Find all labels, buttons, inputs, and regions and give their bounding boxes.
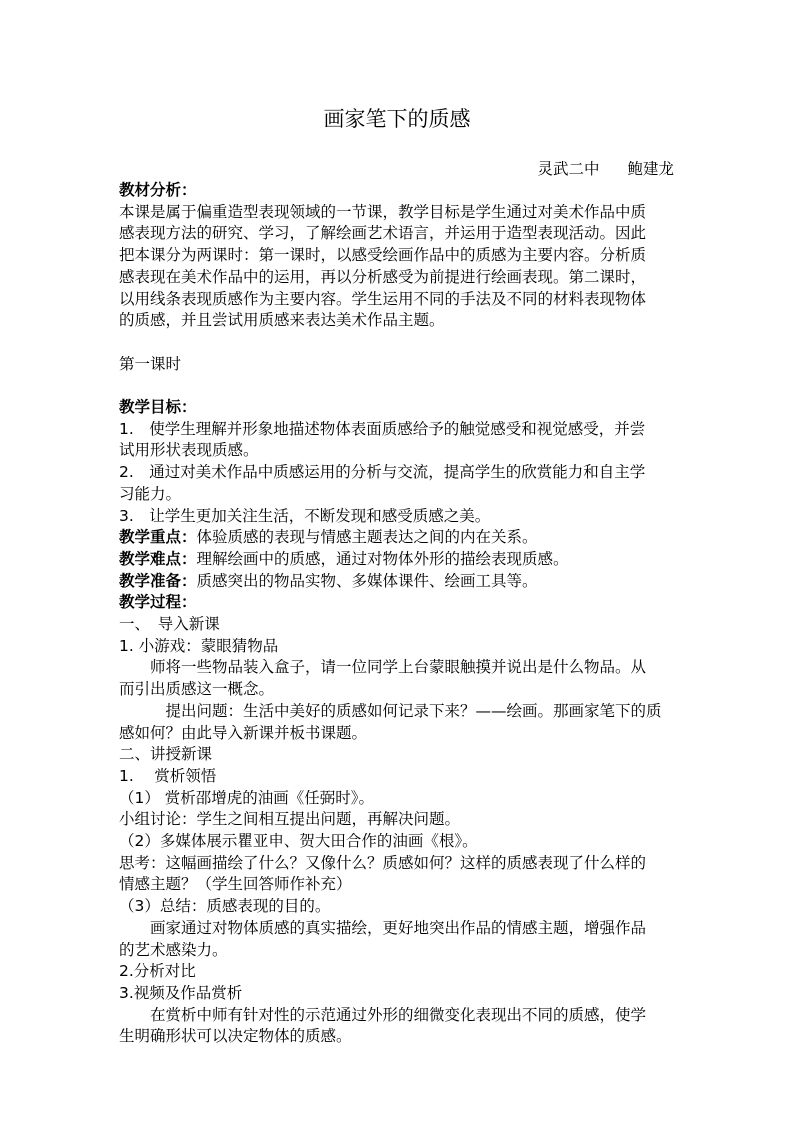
paragraph-line: 二、讲授新课 bbox=[119, 745, 213, 764]
paragraph-line: 2. 通过对美术作品中质感运用的分析与交流，提高学生的欣赏能力和自主学 bbox=[119, 463, 646, 482]
paragraph-line: 以用线条表现质感作为主要内容。学生运用不同的手法及不同的材料表现物体 bbox=[119, 289, 647, 308]
blank-line bbox=[119, 375, 676, 397]
paragraph-line: 感如何？由此导入新课并板书课题。 bbox=[119, 723, 368, 742]
paragraph-line: 在赏析中师有针对性的示范通过外形的细微变化表现出不同的质感，使学 bbox=[119, 1005, 647, 1024]
paragraph-line: 1. 使学生理解并形象地描述物体表面质感给予的触觉感受和视觉感受，并尝 bbox=[119, 419, 646, 438]
section-heading: 教材分析： bbox=[119, 181, 197, 199]
paragraph-line: 3.视频及作品赏析 bbox=[119, 983, 243, 1002]
paragraph-line: 思考：这幅画描绘了什么？又像什么？质感如何？这样的质感表现了什么样的 bbox=[119, 853, 647, 872]
paragraph-line: （3）总结：质感表现的目的。 bbox=[119, 897, 331, 916]
preparation-text: 质感突出的物品实物、多媒体课件、绘画工具等。 bbox=[196, 571, 538, 590]
paragraph-line: 的艺术感染力。 bbox=[119, 940, 228, 959]
section-heading: 教学目标： bbox=[119, 398, 197, 416]
paragraph-line: 的质感，并且尝试用质感来表达美术作品主题。 bbox=[119, 311, 445, 330]
difficulty-label: 教学难点： bbox=[119, 549, 197, 568]
document-body bbox=[119, 180, 676, 1048]
document-title: 画家笔下的质感 bbox=[323, 107, 471, 131]
paragraph-line: 师将一些物品装入盒子，请一位同学上台蒙眼触摸并说出是什么物品。从 bbox=[119, 658, 647, 677]
key-point-text: 体验质感的表现与情感主题表达之间的内在关系。 bbox=[196, 528, 538, 547]
paragraph-line: 感表现在美术作品中的运用，再以分析感受为前提进行绘画表现。第二课时， bbox=[119, 267, 647, 286]
blank-line bbox=[119, 332, 676, 354]
paragraph-line: 画家通过对物体质感的真实描绘，更好地突出作品的情感主题，增强作品 bbox=[119, 918, 647, 937]
paragraph-line: （2）多媒体展示瞿亚申、贺大田合作的油画《根》。 bbox=[119, 832, 478, 851]
paragraph-line: 一、 导入新课 bbox=[119, 615, 220, 634]
paragraph-line: 本课是属于偏重造型表现领域的一节课，教学目标是学生通过对美术作品中质 bbox=[119, 202, 647, 221]
paragraph-line: 提出问题：生活中美好的质感如何记录下来？——绘画。那画家笔下的质 bbox=[119, 701, 662, 720]
paragraph-line: 而引出质感这一概念。 bbox=[119, 680, 275, 699]
paragraph-line: 生明确形状可以决定物体的质感。 bbox=[119, 1027, 352, 1046]
paragraph-line: 感表现方法的研究、学习，了解绘画艺术语言，并运用于造型表现活动。因此 bbox=[119, 224, 647, 243]
paragraph-line: 3. 让学生更加关注生活，不断发现和感受质感之美。 bbox=[119, 506, 491, 525]
author-line bbox=[537, 158, 674, 180]
paragraph-line: 情感主题？（学生回答师作补充） bbox=[119, 875, 352, 894]
section-heading: 教学过程： bbox=[119, 593, 197, 612]
paragraph-line: 习能力。 bbox=[119, 484, 182, 503]
paragraph-line: （1） 赏析邵增虎的油画《任弼时》。 bbox=[119, 788, 375, 807]
author-name: 鲍建龙 bbox=[627, 160, 674, 178]
difficulty-text: 理解绘画中的质感，通过对物体外形的描绘表现质感。 bbox=[196, 549, 569, 568]
difficulty-line bbox=[119, 549, 676, 571]
paragraph-line: 试用形状表现质感。 bbox=[119, 441, 259, 460]
key-point-line bbox=[119, 527, 676, 549]
paragraph-line: 2.分析对比 bbox=[119, 962, 196, 981]
preparation-line bbox=[119, 571, 676, 593]
preparation-label: 教学准备： bbox=[119, 571, 197, 590]
paragraph-line: 把本课分为两课时：第一课时，以感受绘画作品中的质感为主要内容。分析质 bbox=[119, 246, 647, 265]
paragraph-line: 小组讨论：学生之间相互提出问题，再解决问题。 bbox=[119, 810, 461, 829]
author-school: 灵武二中 bbox=[537, 160, 600, 178]
paragraph-line: 1. 赏析领悟 bbox=[119, 766, 217, 785]
lesson-heading: 第一课时 bbox=[119, 354, 182, 373]
key-point-label: 教学重点： bbox=[119, 528, 197, 547]
paragraph-line: 1. 小游戏：蒙眼猜物品 bbox=[119, 636, 279, 655]
